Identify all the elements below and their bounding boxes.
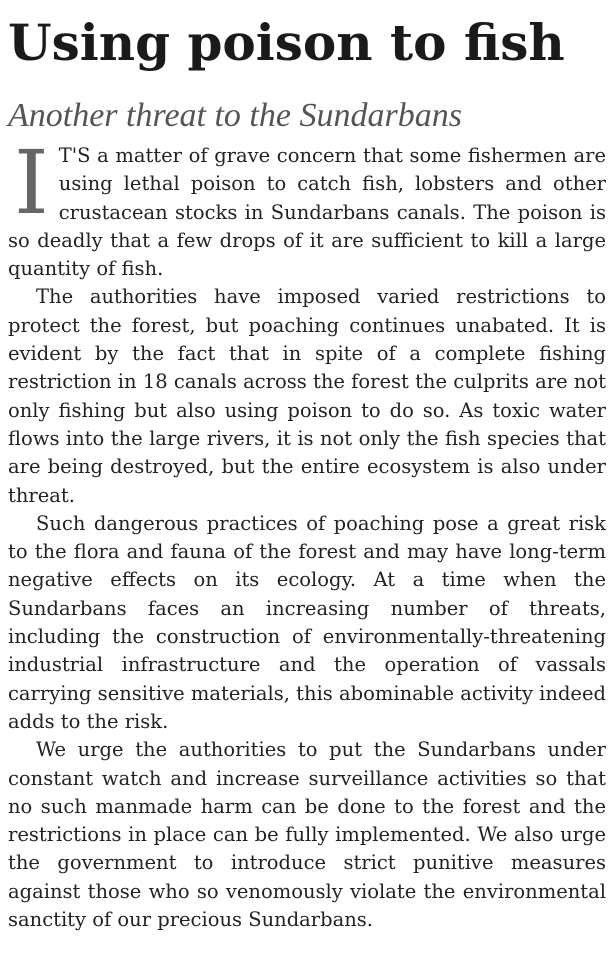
headline: Using poison to fish bbox=[8, 13, 565, 72]
paragraph-1-text: T'S a matter of grave concern that some fishermen are using lethal poison to catch fish, lobsters and other crustacean stocks in Sundarbans canals. The poison is so deadly that a few drops of it are sufficient to kill a large quantity of fish. bbox=[8, 144, 606, 281]
article-body bbox=[8, 131, 606, 934]
drop-cap: I bbox=[14, 131, 49, 234]
subheadline: Another threat to the Sundarbans bbox=[8, 97, 462, 134]
paragraph-2: The authorities have imposed varied restrictions to protect the forest, but poaching continues unabated. It is evident by the fact that in spite of a complete fishing restriction in 18 canals across the forest the culprits are not only fishing but also using poison to do so. As toxic water flows into the large rivers, it is not only the fish species that are being destroyed, but the entire ecosystem is also under threat. bbox=[8, 285, 606, 507]
paragraph-1 bbox=[8, 131, 606, 283]
paragraph-4: We urge the authorities to put the Sundarbans under constant watch and increase surveillance activities so that no such manmade harm can be done to the forest and the restrictions in place can be fully implemented. We also urge the government to introduce strict punitive measures against those who so venomously violate the environmental sanctity of our precious Sundarbans. bbox=[8, 738, 606, 932]
paragraph-3: Such dangerous practices of poaching pose a great risk to the flora and fauna of the forest and may have long-term negative effects on its ecology. At a time when the Sundarbans faces an increasing number of threats, including the construction of environmentally-threatening industrial infrastructure and the operation of vassals carrying sensitive materials, this abominable activity indeed adds to the risk. bbox=[8, 511, 606, 733]
